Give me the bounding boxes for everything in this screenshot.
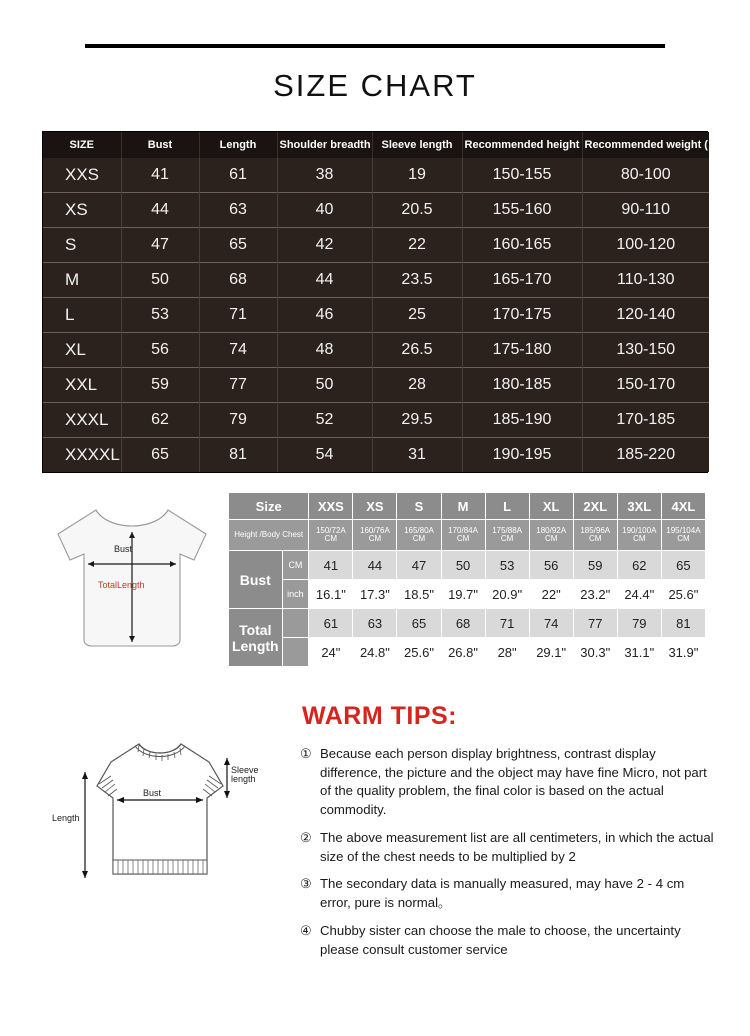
measure-bust-inch: 19.7"	[441, 580, 485, 609]
tip-text: Because each person display brightness, contrast display difference, the picture and the object may have fine Micro, not part of the quality problem, the final color is based on the actual commodity.	[320, 746, 707, 818]
measure-total-unit-inch	[282, 638, 309, 667]
measure-bust-cm: 41	[309, 551, 353, 580]
cell-height: 190-195	[462, 438, 582, 473]
measure-total-cm-row	[229, 609, 706, 638]
cell-weight: 170-185	[582, 403, 709, 438]
cell-sleeve: 29.5	[372, 403, 462, 438]
table-row	[43, 193, 709, 228]
measure-total-cm: 68	[441, 609, 485, 638]
table-header-row	[43, 132, 709, 158]
measure-bust-cm-row	[229, 551, 706, 580]
header-size: SIZE	[43, 132, 121, 158]
cell-height: 155-160	[462, 193, 582, 228]
cell-length: 65	[199, 228, 277, 263]
tip-text: The above measurement list are all centimeters, in which the actual size of the chest needs to be multiplied by 2	[320, 829, 714, 864]
measure-total-inch: 29.1"	[529, 638, 573, 667]
cell-length: 79	[199, 403, 277, 438]
measure-size-m: M	[441, 493, 485, 520]
measure-bust-cm: 50	[441, 551, 485, 580]
cell-height: 180-185	[462, 368, 582, 403]
cell-size: XL	[43, 333, 121, 368]
measure-bust-cm: 56	[529, 551, 573, 580]
measure-bust-cm: 53	[485, 551, 529, 580]
measure-total-cm: 79	[617, 609, 661, 638]
measure-height-value: 185/96A CM	[573, 520, 617, 551]
cell-length: 63	[199, 193, 277, 228]
cell-bust: 44	[121, 193, 199, 228]
cell-bust: 62	[121, 403, 199, 438]
header-length: Length	[199, 132, 277, 158]
measure-total-cm: 65	[397, 609, 441, 638]
cell-shoulder: 40	[277, 193, 372, 228]
measure-size-l: L	[485, 493, 529, 520]
table-row	[43, 333, 709, 368]
cell-size: XXL	[43, 368, 121, 403]
cell-weight: 90-110	[582, 193, 709, 228]
measure-total-inch: 26.8"	[441, 638, 485, 667]
header-bust: Bust	[121, 132, 199, 158]
diagram-bottom-sleeve-length-label	[231, 766, 259, 785]
list-item	[300, 875, 714, 912]
warm-tips-title: WARM TIPS:	[302, 702, 457, 730]
measure-bust-inch: 24.4"	[617, 580, 661, 609]
cell-weight: 100-120	[582, 228, 709, 263]
header-recommended-height: Recommended height	[462, 132, 582, 158]
tshirt-measure-icon	[55, 728, 265, 908]
cell-height: 160-165	[462, 228, 582, 263]
measure-bust-inch: 17.3"	[353, 580, 397, 609]
cell-length: 77	[199, 368, 277, 403]
cell-weight: 80-100	[582, 158, 709, 193]
measure-bust-inch: 22"	[529, 580, 573, 609]
cell-size: XXXL	[43, 403, 121, 438]
cell-size: L	[43, 298, 121, 333]
cell-sleeve: 23.5	[372, 263, 462, 298]
measure-size-xl: XL	[529, 493, 573, 520]
measure-bust-inch-row	[229, 580, 706, 609]
cell-sleeve: 25	[372, 298, 462, 333]
measure-total-inch: 28"	[485, 638, 529, 667]
cell-size: S	[43, 228, 121, 263]
table-row	[43, 403, 709, 438]
cell-height: 175-180	[462, 333, 582, 368]
header-sleeve-length: Sleeve length	[372, 132, 462, 158]
measure-bust-cm: 62	[617, 551, 661, 580]
measure-bust-inch: 20.9"	[485, 580, 529, 609]
cell-height: 150-155	[462, 158, 582, 193]
cell-length: 61	[199, 158, 277, 193]
cell-weight: 120-140	[582, 298, 709, 333]
tshirt-diagram-top	[48, 492, 216, 672]
header-shoulder-breadth: Shoulder breadth	[277, 132, 372, 158]
measure-height-value: 195/104A CM	[661, 520, 705, 551]
measure-total-inch: 24.8"	[353, 638, 397, 667]
measure-total-inch: 31.1"	[617, 638, 661, 667]
diagram-top-bust-label: Bust	[114, 544, 133, 554]
measure-header-row	[229, 493, 706, 520]
measure-height-row	[229, 520, 706, 551]
sleeve-label-line1: Sleeve	[231, 765, 259, 775]
cell-sleeve: 19	[372, 158, 462, 193]
cell-weight: 150-170	[582, 368, 709, 403]
cell-shoulder: 54	[277, 438, 372, 473]
cell-weight: 130-150	[582, 333, 709, 368]
cell-bust: 65	[121, 438, 199, 473]
measure-size-s: S	[397, 493, 441, 520]
cell-weight: 185-220	[582, 438, 709, 473]
measure-bust-inch: 23.2"	[573, 580, 617, 609]
cell-size: XXS	[43, 158, 121, 193]
header-recommended-weight: Recommended weight ( catty )	[582, 132, 709, 158]
tip-number: ②	[300, 829, 312, 845]
cell-weight: 110-130	[582, 263, 709, 298]
cell-size: M	[43, 263, 121, 298]
top-divider	[85, 44, 665, 48]
diagram-bottom-length-label: Length	[52, 813, 80, 823]
cell-bust: 50	[121, 263, 199, 298]
cell-size: XXXXL	[43, 438, 121, 473]
cell-shoulder: 42	[277, 228, 372, 263]
measure-bust-inch: 25.6"	[661, 580, 705, 609]
diagram-bottom-bust-label: Bust	[143, 788, 162, 798]
measurement-table	[228, 492, 706, 667]
measure-height-value: 175/88A CM	[485, 520, 529, 551]
measure-corner-label: Size	[229, 493, 309, 520]
measure-total-cm: 77	[573, 609, 617, 638]
cell-sleeve: 20.5	[372, 193, 462, 228]
measure-height-value: 165/80A CM	[397, 520, 441, 551]
tshirt-diagram-bottom	[52, 728, 265, 908]
measure-height-value: 170/84A CM	[441, 520, 485, 551]
tip-number: ④	[300, 922, 312, 938]
cell-size: XS	[43, 193, 121, 228]
cell-bust: 59	[121, 368, 199, 403]
tip-text: The secondary data is manually measured, may have 2 - 4 cm error, pure is normal。	[320, 876, 685, 911]
cell-bust: 56	[121, 333, 199, 368]
height-label: Height	[234, 529, 258, 539]
tip-text: Chubby sister can choose the male to choose, the uncertainty please consult customer service	[320, 922, 681, 957]
measure-total-cm: 81	[661, 609, 705, 638]
page-title: SIZE CHART	[273, 68, 477, 103]
table-row	[43, 368, 709, 403]
measure-size-2xl: 2XL	[573, 493, 617, 520]
measure-bust-unit-inch: inch	[282, 580, 309, 609]
cell-height: 170-175	[462, 298, 582, 333]
cell-shoulder: 46	[277, 298, 372, 333]
measure-total-cm: 61	[309, 609, 353, 638]
cell-shoulder: 52	[277, 403, 372, 438]
table-row	[43, 263, 709, 298]
measure-total-unit-cm	[282, 609, 309, 638]
measure-height-value: 190/100A CM	[617, 520, 661, 551]
list-item	[300, 922, 714, 959]
sleeve-label-line2: length	[231, 774, 256, 785]
tip-number: ③	[300, 876, 312, 892]
measure-bust-unit-cm: CM	[282, 551, 309, 580]
measure-total-cm: 74	[529, 609, 573, 638]
measure-total-length-label	[229, 609, 283, 667]
measure-height-value: 180/92A CM	[529, 520, 573, 551]
total-label-line1: Total	[239, 621, 272, 638]
cell-length: 81	[199, 438, 277, 473]
measure-bust-inch: 16.1"	[309, 580, 353, 609]
cell-bust: 41	[121, 158, 199, 193]
cell-length: 74	[199, 333, 277, 368]
warm-tips-list	[300, 745, 714, 968]
total-label-line2: Length	[231, 637, 279, 654]
cell-sleeve: 22	[372, 228, 462, 263]
cell-height: 185-190	[462, 403, 582, 438]
table-row	[43, 228, 709, 263]
table-row	[43, 438, 709, 473]
cell-shoulder: 38	[277, 158, 372, 193]
measure-size-xxs: XXS	[309, 493, 353, 520]
measure-total-inch-row	[229, 638, 706, 667]
measure-total-cm: 71	[485, 609, 529, 638]
measure-size-3xl: 3XL	[617, 493, 661, 520]
cell-sleeve: 28	[372, 368, 462, 403]
measure-height-body-chest-label	[229, 520, 309, 551]
measure-bust-cm: 44	[353, 551, 397, 580]
tip-number: ①	[300, 746, 312, 761]
cell-sleeve: 26.5	[372, 333, 462, 368]
cell-length: 71	[199, 298, 277, 333]
cell-bust: 47	[121, 228, 199, 263]
cell-sleeve: 31	[372, 438, 462, 473]
list-item	[300, 829, 714, 866]
measure-bust-label: Bust	[229, 551, 283, 609]
measure-total-inch: 31.9"	[661, 638, 705, 667]
measure-total-inch: 25.6"	[397, 638, 441, 667]
measure-total-cm: 63	[353, 609, 397, 638]
table-row	[43, 298, 709, 333]
measure-bust-inch: 18.5"	[397, 580, 441, 609]
measure-size-4xl: 4XL	[661, 493, 705, 520]
diagram-top-total-length-label: TotalLength	[98, 580, 145, 590]
measure-height-value: 160/76A CM	[353, 520, 397, 551]
slash: /	[259, 529, 262, 539]
cell-shoulder: 50	[277, 368, 372, 403]
measure-total-inch: 30.3"	[573, 638, 617, 667]
measure-total-inch: 24"	[309, 638, 353, 667]
list-item	[300, 745, 714, 820]
measure-bust-cm: 65	[661, 551, 705, 580]
table-row	[43, 158, 709, 193]
measure-bust-cm: 47	[397, 551, 441, 580]
measure-size-xs: XS	[353, 493, 397, 520]
size-chart-table	[42, 131, 744, 473]
cell-bust: 53	[121, 298, 199, 333]
measure-bust-cm: 59	[573, 551, 617, 580]
cell-shoulder: 48	[277, 333, 372, 368]
body-chest-label: Body Chest	[261, 529, 304, 539]
cell-length: 68	[199, 263, 277, 298]
measure-height-value: 150/72A CM	[309, 520, 353, 551]
cell-height: 165-170	[462, 263, 582, 298]
cell-shoulder: 44	[277, 263, 372, 298]
